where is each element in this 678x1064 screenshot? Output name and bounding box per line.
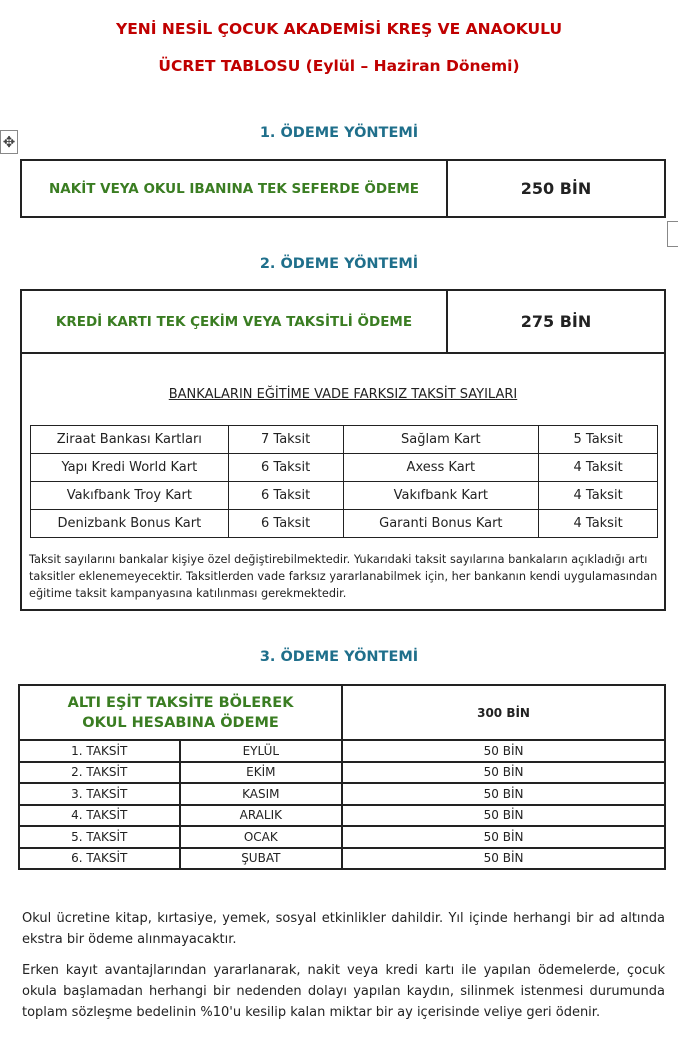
installment-amount: 50 BİN xyxy=(342,740,665,762)
installment-row xyxy=(19,848,665,870)
move-icon[interactable]: ✥ xyxy=(0,130,18,154)
bank-card-name: Denizbank Bonus Kart xyxy=(31,510,229,538)
installment-amount: 50 BİN xyxy=(342,826,665,848)
bank-installment-count: 4 Taksit xyxy=(539,510,658,538)
installment-number: 3. TAKSİT xyxy=(19,783,180,805)
school-name-title: YENİ NESİL ÇOCUK AKADEMİSİ KREŞ VE ANAOKULU xyxy=(115,20,563,38)
bank-installment-count: 4 Taksit xyxy=(539,454,658,482)
bank-installment-count: 7 Taksit xyxy=(228,426,343,454)
bank-card-name: Sağlam Kart xyxy=(343,426,539,454)
bank-card-name: Ziraat Bankası Kartları xyxy=(31,426,229,454)
method2-heading: 2. ÖDEME YÖNTEMİ xyxy=(259,256,419,272)
installment-amount: 50 BİN xyxy=(342,848,665,870)
installment-number: 6. TAKSİT xyxy=(19,848,180,870)
installment-row xyxy=(19,805,665,827)
installment-month: ARALIK xyxy=(180,805,343,827)
installment-month: EKİM xyxy=(180,762,343,784)
method3-label-line1: ALTI EŞİT TAKSİTE BÖLEREK xyxy=(67,694,294,711)
bank-card-name: Vakıfbank Troy Kart xyxy=(31,482,229,510)
installment-amount: 50 BİN xyxy=(342,762,665,784)
bank-card-name: Yapı Kredi World Kart xyxy=(31,454,229,482)
method3-label xyxy=(19,685,342,740)
method2-price: 275 BİN xyxy=(447,290,665,353)
method3-heading: 3. ÖDEME YÖNTEMİ xyxy=(259,649,419,665)
installment-month: KASIM xyxy=(180,783,343,805)
installment-month: EYLÜL xyxy=(180,740,343,762)
installment-number: 2. TAKSİT xyxy=(19,762,180,784)
method1-label: NAKİT VEYA OKUL IBANINA TEK SEFERDE ÖDEME xyxy=(21,160,447,217)
installment-row xyxy=(19,762,665,784)
method3-table xyxy=(18,684,666,870)
bank-row xyxy=(31,482,658,510)
resize-handle[interactable] xyxy=(667,221,678,247)
method2-label: KREDİ KARTI TEK ÇEKİM VEYA TAKSİTLİ ÖDEME xyxy=(21,290,447,353)
bank-row xyxy=(31,510,658,538)
bank-installments-table xyxy=(30,425,658,538)
installment-row xyxy=(19,826,665,848)
installment-month: OCAK xyxy=(180,826,343,848)
installment-amount: 50 BİN xyxy=(342,805,665,827)
installment-row xyxy=(19,783,665,805)
bank-installment-count: 5 Taksit xyxy=(539,426,658,454)
installment-number: 4. TAKSİT xyxy=(19,805,180,827)
installment-row xyxy=(19,740,665,762)
notes-paragraph-2: Erken kayıt avantajlarından yararlanarak, nakit veya kredi kartı ile yapılan ödemelerde, çocuk okula başlamadan herhangi bir nedenden dolayı yapılan kaydın, silinmek istenmesi durumunda toplam sözleşme bedelinin %10'u kesilip kalan miktar bir ay içerisinde veliye geri ödenir. xyxy=(22,963,665,1020)
method3-price: 300 BİN xyxy=(342,685,665,740)
method1-table xyxy=(20,159,666,218)
bank-installment-count: 4 Taksit xyxy=(539,482,658,510)
method1-price: 250 BİN xyxy=(447,160,665,217)
bank-installment-count: 6 Taksit xyxy=(228,482,343,510)
notes-paragraph-1: Okul ücretine kitap, kırtasiye, yemek, sosyal etkinlikler dahildir. Yıl içinde herhangi bir ad altında ekstra bir ödeme alınmayacaktır. xyxy=(22,911,665,947)
fee-table-title: ÜCRET TABLOSU (Eylül – Haziran Dönemi) xyxy=(158,57,520,75)
bank-installments-note: Taksit sayılarını bankalar kişiye özel değiştirebilmektedir. Yukarıdaki taksit sayılarına bankaların açıkladığı artı taksitler eklenemeyecektir. Taksitlerden vade farksız yararlanabilmek için, her bankanın kendi uygulamasından eğitime taksit kampanyasına katılınması gerekmektedir. xyxy=(29,553,658,600)
method2-table xyxy=(20,289,666,354)
bank-card-name: Vakıfbank Kart xyxy=(343,482,539,510)
installment-month: ŞUBAT xyxy=(180,848,343,870)
bank-row xyxy=(31,426,658,454)
bank-card-name: Axess Kart xyxy=(343,454,539,482)
method3-label-line2: OKUL HESABINA ÖDEME xyxy=(82,714,279,731)
bank-installment-count: 6 Taksit xyxy=(228,454,343,482)
installment-amount: 50 BİN xyxy=(342,783,665,805)
bank-installments-title: BANKALARIN EĞİTİME VADE FARKSIZ TAKSİT SAYILARI xyxy=(168,387,518,402)
installment-number: 1. TAKSİT xyxy=(19,740,180,762)
bank-row xyxy=(31,454,658,482)
bank-installment-count: 6 Taksit xyxy=(228,510,343,538)
bank-installments-box xyxy=(20,352,666,611)
method1-heading: 1. ÖDEME YÖNTEMİ xyxy=(259,125,419,141)
installment-number: 5. TAKSİT xyxy=(19,826,180,848)
bank-card-name: Garanti Bonus Kart xyxy=(343,510,539,538)
